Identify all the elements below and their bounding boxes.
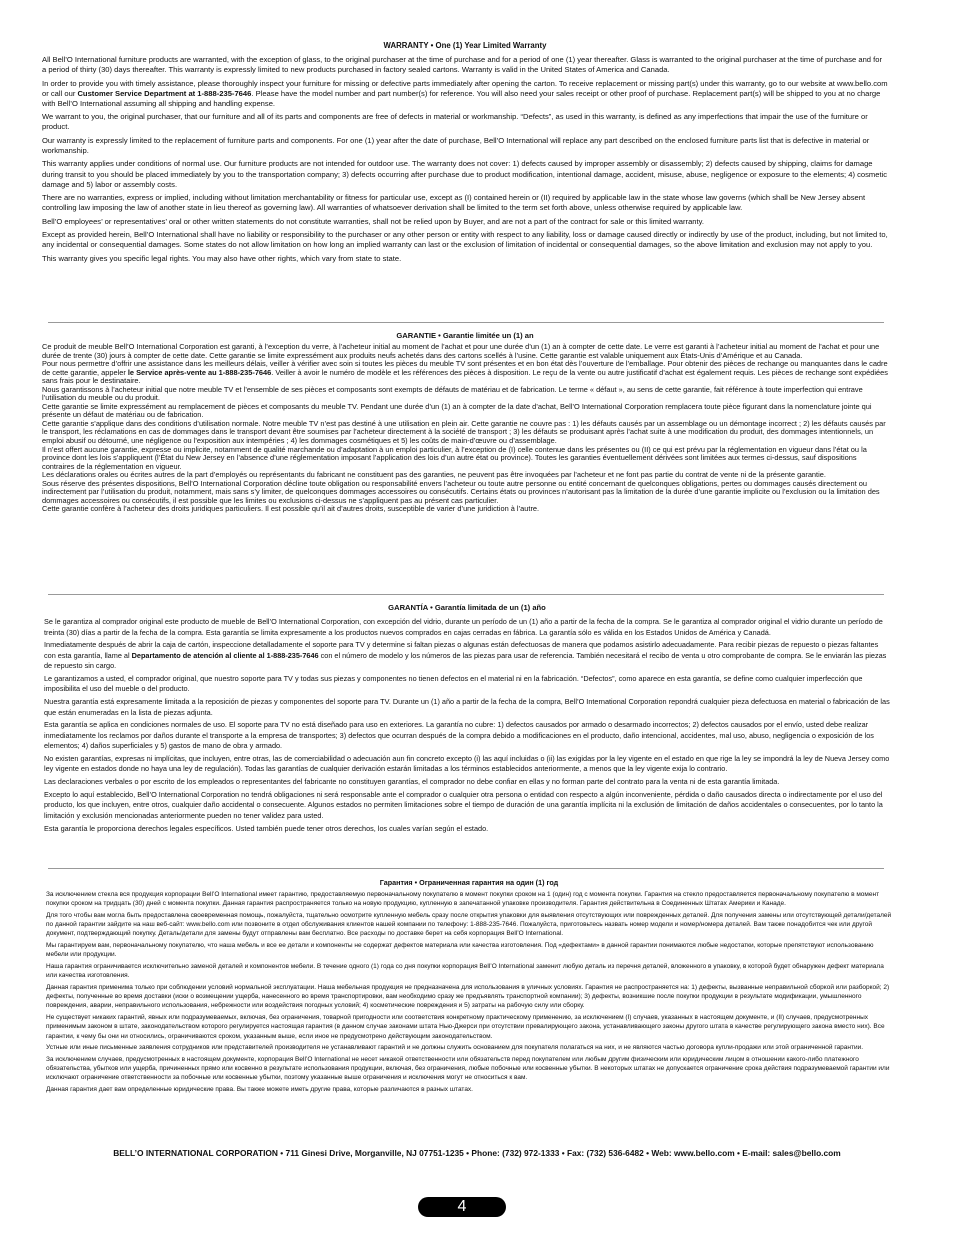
warranty-section-french [42,331,888,514]
section-title: Гарантия • Ограниченная гарантия на один (1) год [379,878,559,887]
paragraph: This warranty applies under conditions of normal use. Our furniture products are not intended for outdoor use. The warranty does not cover: 1) defects caused by improper assembly or disassembly; 2) defects caused by shipping, claims for damage during transit to you should be placed immediately by you to the transportation company; 3) defects occurring after purchase due to product modification, intentional damage, accident, misuse, abuse, negligence or exposure to the elements; 4) cosmetic damage and 5) labor or assembly costs. [42,159,888,189]
paragraph: Esta garantía se aplica en condiciones normales de uso. El soporte para TV no está diseñado para uso en exteriores. La garantía no cubre: 1) defectos causados por armado o desarmado incorrectos; 2) defectos causados por el envío, usted debe realizar inmediatamente los reclamos por daños durante el transporte a la empresa de transportes; 3) defectos que ocurran después de la compra debido a modificaciones en el producto, daño intencional, accidentes, mal uso, abuso, negligencia o exposición de los elementos; 4) daños superficiales y 5) gastos de mano de obra y armado. [44,720,874,751]
paragraph: Не существует никаких гарантий, явных или подразумеваемых, включая, без ограничения, товарной пригодности или соответствия конкретному практическому применению, за исключением (I) случаев, указанных в настоящем документе, и (II) случаев, предусмотренных применимым законом в штате, законодательством которого регулируется настоящая гарантия (в данном случае законами штата Нью-Джерси при отсутствии превалирующего закона, устанавливающего законы другого штата в качестве регулирующего закона вместо них). Все гарантии, к чему бы они ни относились, ограничиваются сроком, указанным выше, если иное не предусмотрено действующим законодательством. [46,1014,885,1040]
paragraph: Наша гарантия ограничивается исключительно заменой деталей и компонентов мебели. В течение одного (1) года со дня покупки корпорация Bell’O International заменит любую деталь из перечня деталей, вложенного в упаковку, в которой будет обнаружен дефект материала или качества изготовления. [46,962,884,980]
paragraph: No existen garantías, expresas ni implícitas, que incluyen, entre otras, las de comerciabilidad o adecuación aun fin concreto excepto (i) las aquí incluidas o (ii) las exigidas por la ley vigente en el estado en que rige la ley se impondrá la ley de Nueva Jersey como ley vigente en estados donde no haya una ley de regulación). Todas las garantías de cualquier derivación estarán limitadas a los términos establecidos anteriormente, a menos que la ley vigente exija lo contrario. [44,753,890,774]
paragraph: Le garantizamos a usted, el comprador original, que nuestro soporte para TV y todas sus piezas y componentes no tienen defectos en el material ni en la fabricación. “Defectos”, como aparece en esta garantía, se define como cualquier imperfección que imposibilita el uso del mueble o del producto. [44,673,863,694]
page-number: 4 [418,1197,506,1217]
paragraph: Для того чтобы вам могла быть предоставлена своевременная помощь, пожалуйста, тщательно осмотрите купленную мебель сразу после открытия упаковки для выявления отсутствующих или поврежденных деталей. Для получения замены или отсутствующей детали/деталей по данной гарантии зайдите на наш веб-сайт: www.bello.com или позвоните в отдел обслуживания клиентов нашей компании по телефону: 1-888-235-7646. Пожалуйста, приготовьтесь назвать номер модели и номер/номера деталей. Вам также понадобится чек или другой документ, подтверждающий покупку. Деталь/детали для замены будут отправлены вам бесплатно. Все расходы по доставке берет на себя корпорация Bell’O International. [46,911,892,938]
paragraph: All Bell’O International furniture products are warranted, with the exception of glass, to the original purchaser at the time of purchase and for a period of one (1) year thereafter. Glass is warranted to the original purchaser at the time of purchase and for a period of thirty (30) days thereafter. This warranty is expressly limited to new products purchased in factory sealed cartons. Warranty is valid in the United States of America and Canada. [42,55,882,75]
paragraph: Les déclarations orales ou écrites autres de la part d’employés ou représentants du fabricant ne constituent pas des garanties, ne peuvent pas être invoquées par l’acheteur et ne font pas partie du contrat de vente ni de la présente garantie. [42,470,826,480]
paragraph: Nuestra garantía está expresamente limitada a la reposición de piezas y componentes del soporte para TV. Durante un (1) año a partir de la fecha de la compra, Bell’O International Corporation repondrá cualquier pieza defectuosa en material o fabricación de las que están enumeradas en la lista de piezas adjunta. [44,697,890,717]
paragraph: Cette garantie confère à l’acheteur des droits juridiques particuliers. Il est possible qu’il ait d’autres droits, susceptible de varier d’une juridiction à l’autre. [42,504,540,514]
paragraph: Pour nous permettre d’offrir une assistance dans les meilleurs délais, veiller à vérifier avec soin si toutes les pièces du meuble TV sont présentes et en bon état dès l’ouverture de l’emballage. Pour obtenir des pièces de rechange ou manquantes dans le cadre de cette garantie, appeler le Service après-vente au 1-888-235-7646. Veiller à avoir le numéro de modèle et les références des pièces à disposition. Le reçu de la vente ou autre justificatif d’achat est également requis. Les pièces de rechange sont expédiées sans frais pour le destinataire. [42,359,888,386]
paragraph: We warrant to you, the original purchaser, that our furniture and all of its parts and components are free of defects in material or workmanship. “Defects”, as used in this warranty, is defined as any imperfections that impair the use of the furniture or product. [42,112,868,132]
paragraph: Ce produit de meuble Bell’O International Corporation est garanti, à l’exception du verre, à l’acheteur initial au moment de l’achat et pour une durée d’un (1) an à compter de cette date. Le verre est garanti à l’acheteur initial au moment de l’achat et pour une durée de trente (30) jours à compter de cette date. Cette garantie se limite expressément aux produits neufs achetés dans des cartons scellés à l’usine. Cette garantie est valable uniquement aux États-Unis d’Amérique et au Canada. [42,342,880,360]
paragraph: Устные или иные письменные заявления сотрудников или представителей производителя не устанавливают гарантий и не должны служить основанием для покупателя полагаться на них, и не являются частью договора купли-продажи или этой ограниченной гарантии. [46,1044,864,1052]
paragraph: Nous garantissons à l’acheteur initial que notre meuble TV et l’ensemble de ses pièces et composants sont exempts de défauts de matériau et de fabrication. Le terme « défaut », au sens de cette garantie, fait référence à toute imperfection qui entrave l’utilisation du meuble ou du produit. [42,384,863,403]
paragraph: За исключением стекла вся продукция корпорации Bell’O International имеет гарантию, предоставляемую первоначальному покупателю в момент покупки сроком на 1 (один) год с момента покупки. Гарантия на стекло предоставляется первоначальному покупателю в момент покупки сроком на тридцать (30) дней с момента покупки. Данная гарантия распространяется только на новую продукцию, купленную в запечатанной упаковке производителя. Гарантия действительна в Соединенных Штатах Америки и Канаде. [46,891,880,908]
customer-service-phone: le Service après-vente au 1-888-235-7646 [127,367,272,377]
paragraph: Cette garantie s’applique dans des conditions d’utilisation normale. Notre meuble TV n’est pas destiné à une utilisation en plein air. Cette garantie ne couvre pas : 1) les défauts causés par un assemblage ou un démontage incorrect ; 2) les défauts causés par le transport, les réclamations en cas de dommages dans le transport devant être soumises par l’acheteur directement à la société de transport ; 3) les défauts se produisant après l’achat suite à une modification du produit, des dommages intentionnels, un emploi abusif ou détourné, une négligence ou l’exposition aux intempéries ; 4) les dommages cosmétiques et 5) les coûts de main-d’œuvre ou d’assemblage. [42,418,886,446]
paragraph: Except as provided herein, Bell’O International shall have no liability or responsibility to the purchaser or any other person or entity with respect to any liability, loss or damage caused directly or indirectly by use of the product, including, but not limited to, any incidental or consequential damages. Some states do not allow limitation on how long an implied warranty can last or the exclusion of limitation of incidental or consequential damages, so the above limitation and exclusion may not apply to you. [42,230,888,250]
warranty-section-english [42,41,888,267]
paragraph: За исключением случаев, предусмотренных в настоящем документе, корпорация Bell’O International не несет никакой ответственности или обязательств перед покупателем или любым другим физическим или юридическим лицом в отношении какого-либо платежного обязательства, убытков или ущерба, причиненных прямо или косвенно в результате использования продукции, включая, без ограничения, любые побочные или косвенные убытки. В некоторых штатах не допускается ограничение срока действия подразумеваемой гарантии или исключают ограничение ответственности за побочные или косвенные убытки, поэтому указанные выше ограничения и исключения могут не относиться к вам. [46,1055,890,1082]
paragraph: Inmediatamente después de abrir la caja de cartón, inspeccione detalladamente el soporte para TV y determine si faltan piezas o algunas están defectuosas de manera que podamos asistirlo adecuadamente. Para recibir piezas de repuesto o piezas faltantes con esta garantía, llame al Departamento de atención al cliente al 1-888-235-7646 con el número de modelo y los números de las piezas para usar de referencia. También necesitará el recibo de venta u otro comprobante de compra. Se le enviarán las piezas de repuesto sin cargo. [44,640,887,671]
paragraph: Las declaraciones verbales o por escrito de los empleados o representantes del fabricante no constituyen garantías, el comprador no debe confiar en ellas y no forman parte del contrato para la venta ni de esta garantía limitada. [44,777,780,787]
company-contact-footer: BELL’O INTERNATIONAL CORPORATION • 711 Ginesi Drive, Morganville, NJ 07751-1235 • Phone: (732) 972-1333 • Fax: (732) 536-6482 • Web: www.bello.com • E-mail: sales@bello.com [113,1148,841,1158]
paragraph: Esta garantía le proporciona derechos legales específicos. Usted también puede tener otros derechos, los cuales varían según el estado. [44,823,489,833]
warranty-section-spanish [44,603,890,836]
customer-service-phone: Customer Service Department at 1-888-235-7646 [77,88,252,98]
paragraph: Se le garantiza al comprador original este producto de mueble de Bell’O International Corporation, con excepción del vidrio, durante un período de un (1) año a partir de la fecha de la compra. Se le garantiza al comprador original el vidrio durante un período de treinta (30) días a partir de la fecha de la compra. Esta garantía se limita expresamente a los productos nuevos comprados en cajas cerradas en fábrica. La garantía sólo es válida en los Estados Unidos de América y Canadá. [44,617,883,637]
paragraph: There are no warranties, express or implied, including without limitation merchantability or fitness for particular use, except as (I) contained herein or (II) required by applicable law in the state whose law governs (which shall be New Jersey absent controlling law imposing the law of another state in lieu thereof as governing law). All warranties of whatsoever derivation shall be limited to the term set forth above, unless otherwise required by applicable law. [42,193,866,213]
section-divider [48,594,884,595]
section-title: GARANTÍA • Garantía limitada de un (1) año [388,603,546,612]
paragraph: Cette garantie se limite expressément au remplacement de pièces et composants du meuble TV. Pendant une durée d’un (1) an à compter de la date d’achat, Bell’O International Corporation remplacera toute pièce figurant dans la nomenclature jointe qui présente un défaut de matériau ou de fabrication. [42,401,872,420]
warranty-section-russian [46,878,892,1097]
section-title: WARRANTY • One (1) Year Limited Warranty [383,41,547,50]
paragraph: Our warranty is expressly limited to the replacement of furniture parts and components. For one (1) year after the date of purchase, Bell’O International will replace any part described on the enclosed furniture parts list that is defective in material or workmanship. [42,135,870,155]
paragraph: Bell’O employees’ or representatives’ oral or other written statements do not constitute warranties, shall not be relied upon by Buyer, and are not a part of the contract for sale or this limited warranty. [42,216,704,226]
paragraph: Данная гарантия дает вам определенные юридические права. Вы также можете иметь другие права, которые различаются в разных штатах. [46,1086,473,1094]
paragraph: Данная гарантия применима только при соблюдении условий нормальной эксплуатации. Наша мебельная продукция не предназначена для использования в уличных условиях. Гарантия не распространяется на: 1) дефекты, вызванные неправильной сборкой или разборкой; 2) дефекты, полученные во время доставки (иски о возмещении ущерба, нанесенного во время транспортировки, вам необходимо сразу же предъявлять транспортной компании); 3) дефекты, возникшие после покупки продукции в результате модификации, умышленного повреждения, аварии, неправильного использования, небрежности или воздействия погодных условий; 4) косметические повреждения и 5) затраты на рабочую силу или сборку. [46,983,890,1010]
paragraph: In order to provide you with timely assistance, please thoroughly inspect your furniture for missing or defective parts immediately after opening the carton. To receive replacement or missing part(s) under this warranty, go to our website at www.bello.com or call our Customer Service Department at 1-888-235-7646. Please have the model number and part number(s) for reference. You will also need your sales receipt or other proof of purchase. Replacement part(s) will be shipped to you at no charge with Bell’O International assuming all shipping and handling expense. [42,78,888,108]
section-divider [48,322,884,323]
customer-service-phone: Departamento de atención al cliente al 1-888-235-7646 [131,650,319,660]
paragraph: This warranty gives you specific legal rights. You may also have other rights, which vary from state to state. [42,253,402,263]
section-divider [48,868,884,869]
paragraph: Il n’est offert aucune garantie, expresse ou implicite, notamment de qualité marchande ou d’adaptation à un emploi particulier, à l’exception de (I) celle contenue dans les présentes ou (II) ce qui est prévu par la réglementation en vigueur dans l’état ou la province dont les lois s’appliquent (l’État du New Jersey en l’absence d’une réglementation imposant l’application des lois d’un autre état ou province). Toutes les garanties éventuellement dérivées sont limitées aux termes ci-dessus, sauf dispositions contraires de la réglementation en vigueur. [42,444,867,471]
paragraph: Sous réserve des présentes dispositions, Bell’O International Corporation décline toute obligation ou responsabilité envers l’acheteur ou toute autre personne ou entité concernant de quelconques obligations, pertes ou dommages causés directement ou indirectement par l’utilisation du produit, notamment, mais sans s’y limiter, de quelconques dommages accessoires ou consécutifs. Certains états ou provinces n’autorisant pas la limitation de la durée d’une garantie implicite ou l’exclusion ou la limitation des dommages accessoires ou consécutifs, il est possible que les limites ou exclusions ci-dessus ne s’appliquent pas au présent cas particulier. [42,478,880,505]
section-title: GARANTIE • Garantie limitée un (1) an [396,331,534,340]
paragraph: Excepto lo aquí establecido, Bell’O International Corporation no tendrá obligaciones ni será responsable ante el comprador o cualquier otra persona o entidad con respecto a algún inconveniente, pérdida o daño causados directa o indirectamente por el uso del producto, los que incluyen, entre otros, cualquier daño accidental o consecuente. Algunos estados no permiten limitaciones sobre el tiempo de duración de una garantía implícita ni la exclusión de limitación de daños accidentales o consecuentes, por lo tanto la limitación y exclusión mencionadas anteriormente pueden no tener validez para usted. [44,789,883,820]
paragraph: Мы гарантируем вам, первоначальному покупателю, что наша мебель и все ее детали и компоненты не содержат дефектов материала или качества изготовления. Под «дефектами» в данной гарантии понимаются любые недостатки, которые препятствуют использованию мебели или продукции. [46,942,874,959]
